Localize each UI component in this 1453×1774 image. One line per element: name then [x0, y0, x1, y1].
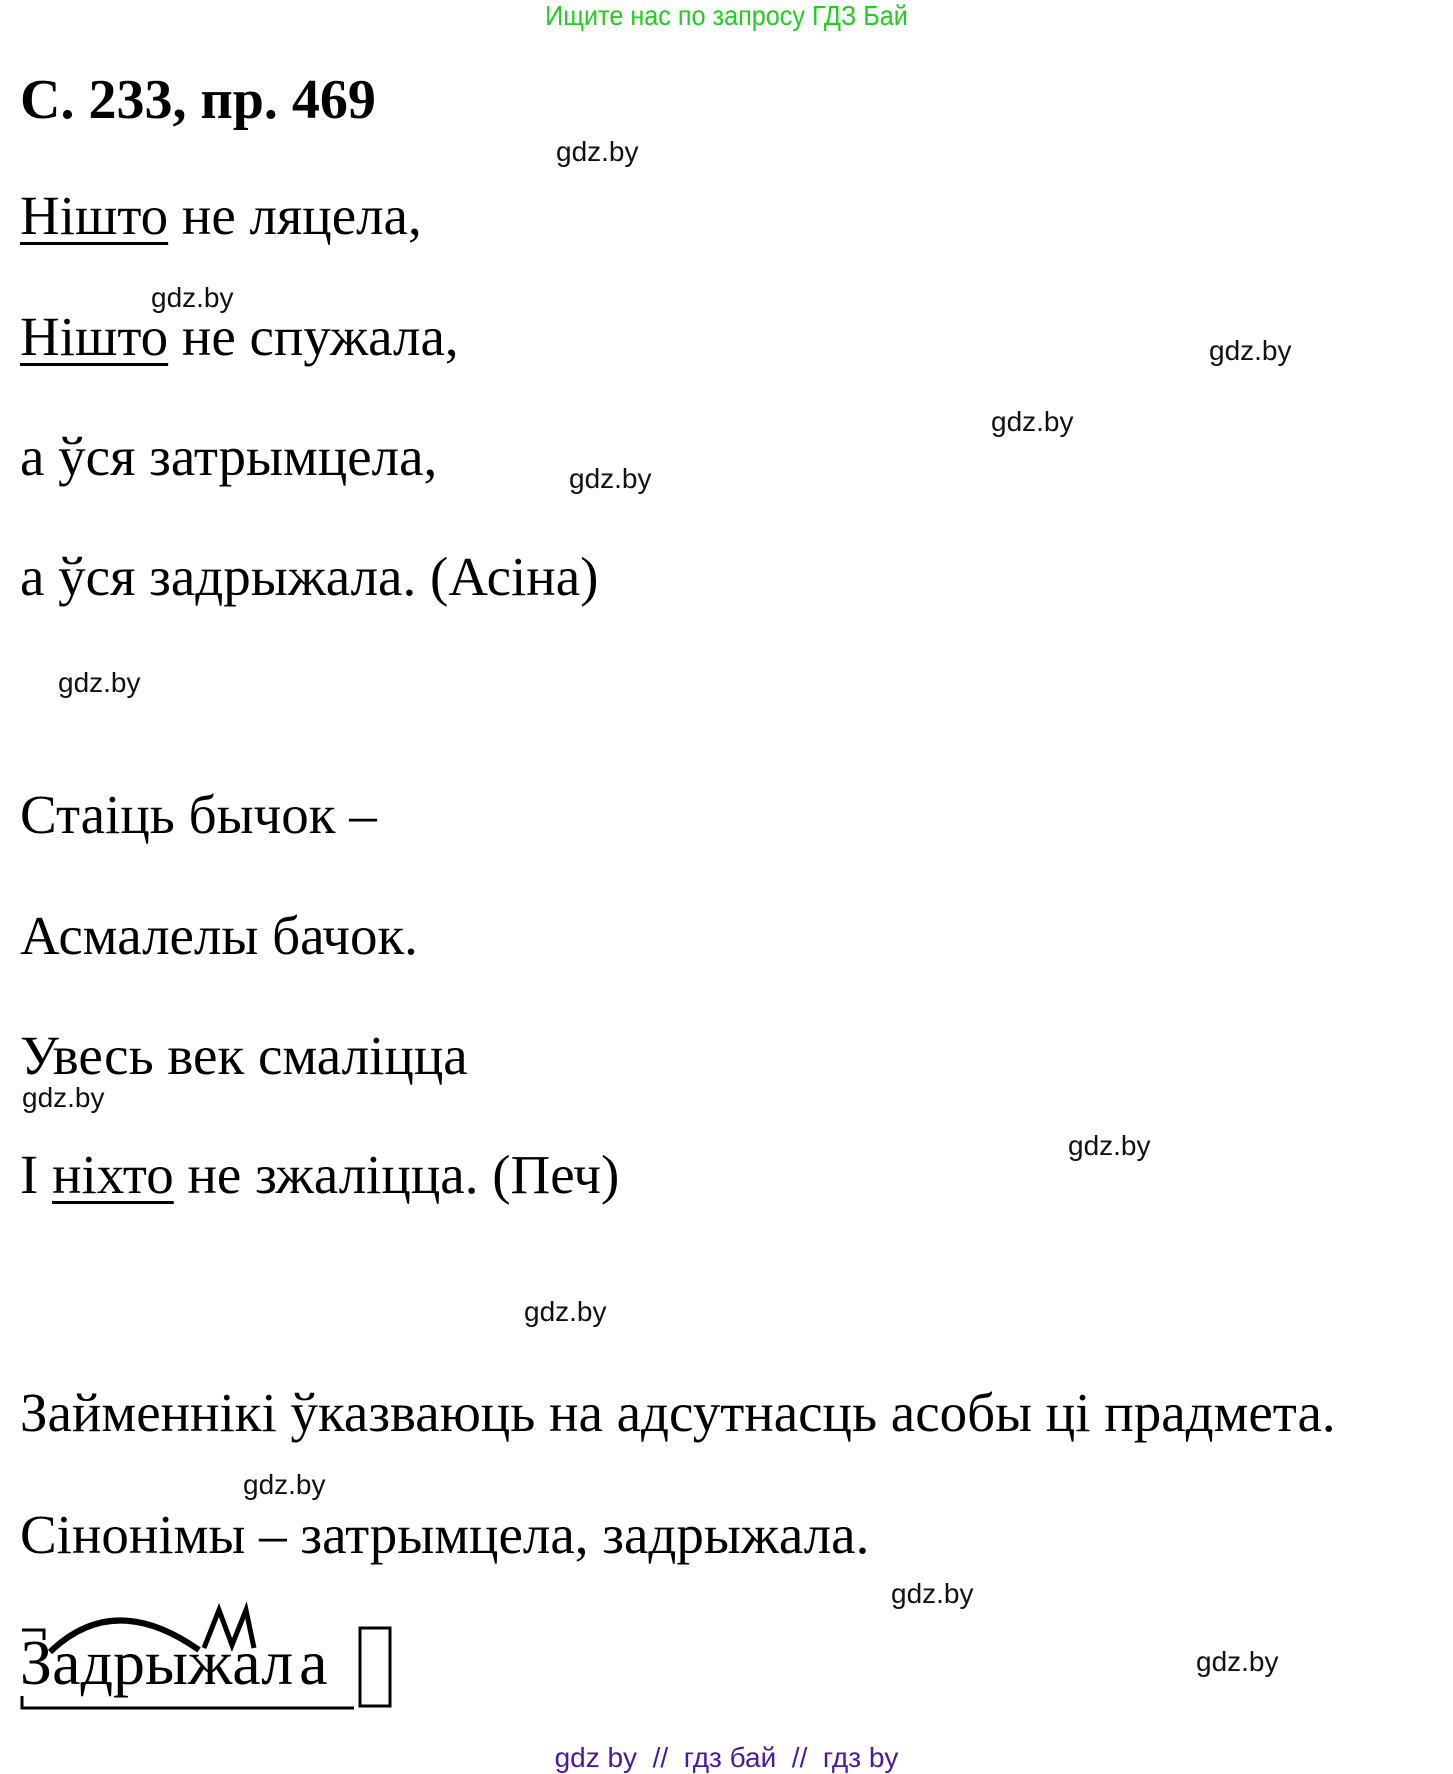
watermark: gdz.by [891, 1578, 974, 1609]
watermark: gdz.by [1068, 1130, 1151, 1161]
riddle1-line-2 [20, 307, 459, 367]
watermark: gdz.by [1209, 335, 1292, 366]
watermark: gdz.by [556, 136, 639, 167]
riddle1-line-4: а ўся задрыжала. (Асіна) [20, 546, 599, 607]
riddle1-line-1 [20, 186, 422, 246]
riddle1-line-3: а ўся затрымцела, [20, 426, 438, 487]
footer-watermark: gdz by // гдз бай // гдз by [554, 1742, 899, 1773]
note-pronouns: Займеннікі ўказваюць на адсутнасць асобы ці прадмета. [20, 1382, 1336, 1443]
note-synonyms: Сінонімы – затрымцела, задрыжала. [20, 1504, 870, 1565]
line-text: не ляцела, [168, 185, 422, 246]
watermark: gdz.by [151, 282, 234, 313]
watermark: gdz.by [1196, 1646, 1279, 1677]
watermark: gdz.by [22, 1082, 105, 1113]
underlined-pronoun: Нішто [20, 185, 169, 246]
riddle2-line-3: Увесь век смаліцца [20, 1025, 468, 1086]
underlined-pronoun: ніхто [52, 1144, 174, 1205]
watermark: gdz.by [243, 1469, 326, 1500]
word-ending: а [299, 1627, 328, 1698]
riddle2-line-1: Стаіць бычок – [20, 784, 377, 845]
page-title: С. 233, пр. 469 [20, 69, 376, 131]
watermark: gdz.by [524, 1296, 607, 1327]
word-stem: Задрыжал [20, 1627, 294, 1698]
riddle2-line-4 [20, 1145, 619, 1205]
watermark: gdz.by [58, 667, 141, 698]
ending-box [360, 1628, 390, 1706]
line-text: не спужала, [168, 306, 459, 367]
watermark: gdz.by [991, 406, 1074, 437]
line-text: не зжаліцца. (Печ) [173, 1144, 620, 1205]
riddle2-line-2: Асмалелы бачок. [20, 905, 418, 966]
search-banner: Ищите нас по запросу ГДЗ Бай [545, 0, 908, 31]
watermark: gdz.by [569, 463, 652, 494]
morpheme-word [20, 1628, 328, 1698]
line-text: І [20, 1144, 53, 1205]
underlined-pronoun: Нішто [20, 306, 169, 367]
